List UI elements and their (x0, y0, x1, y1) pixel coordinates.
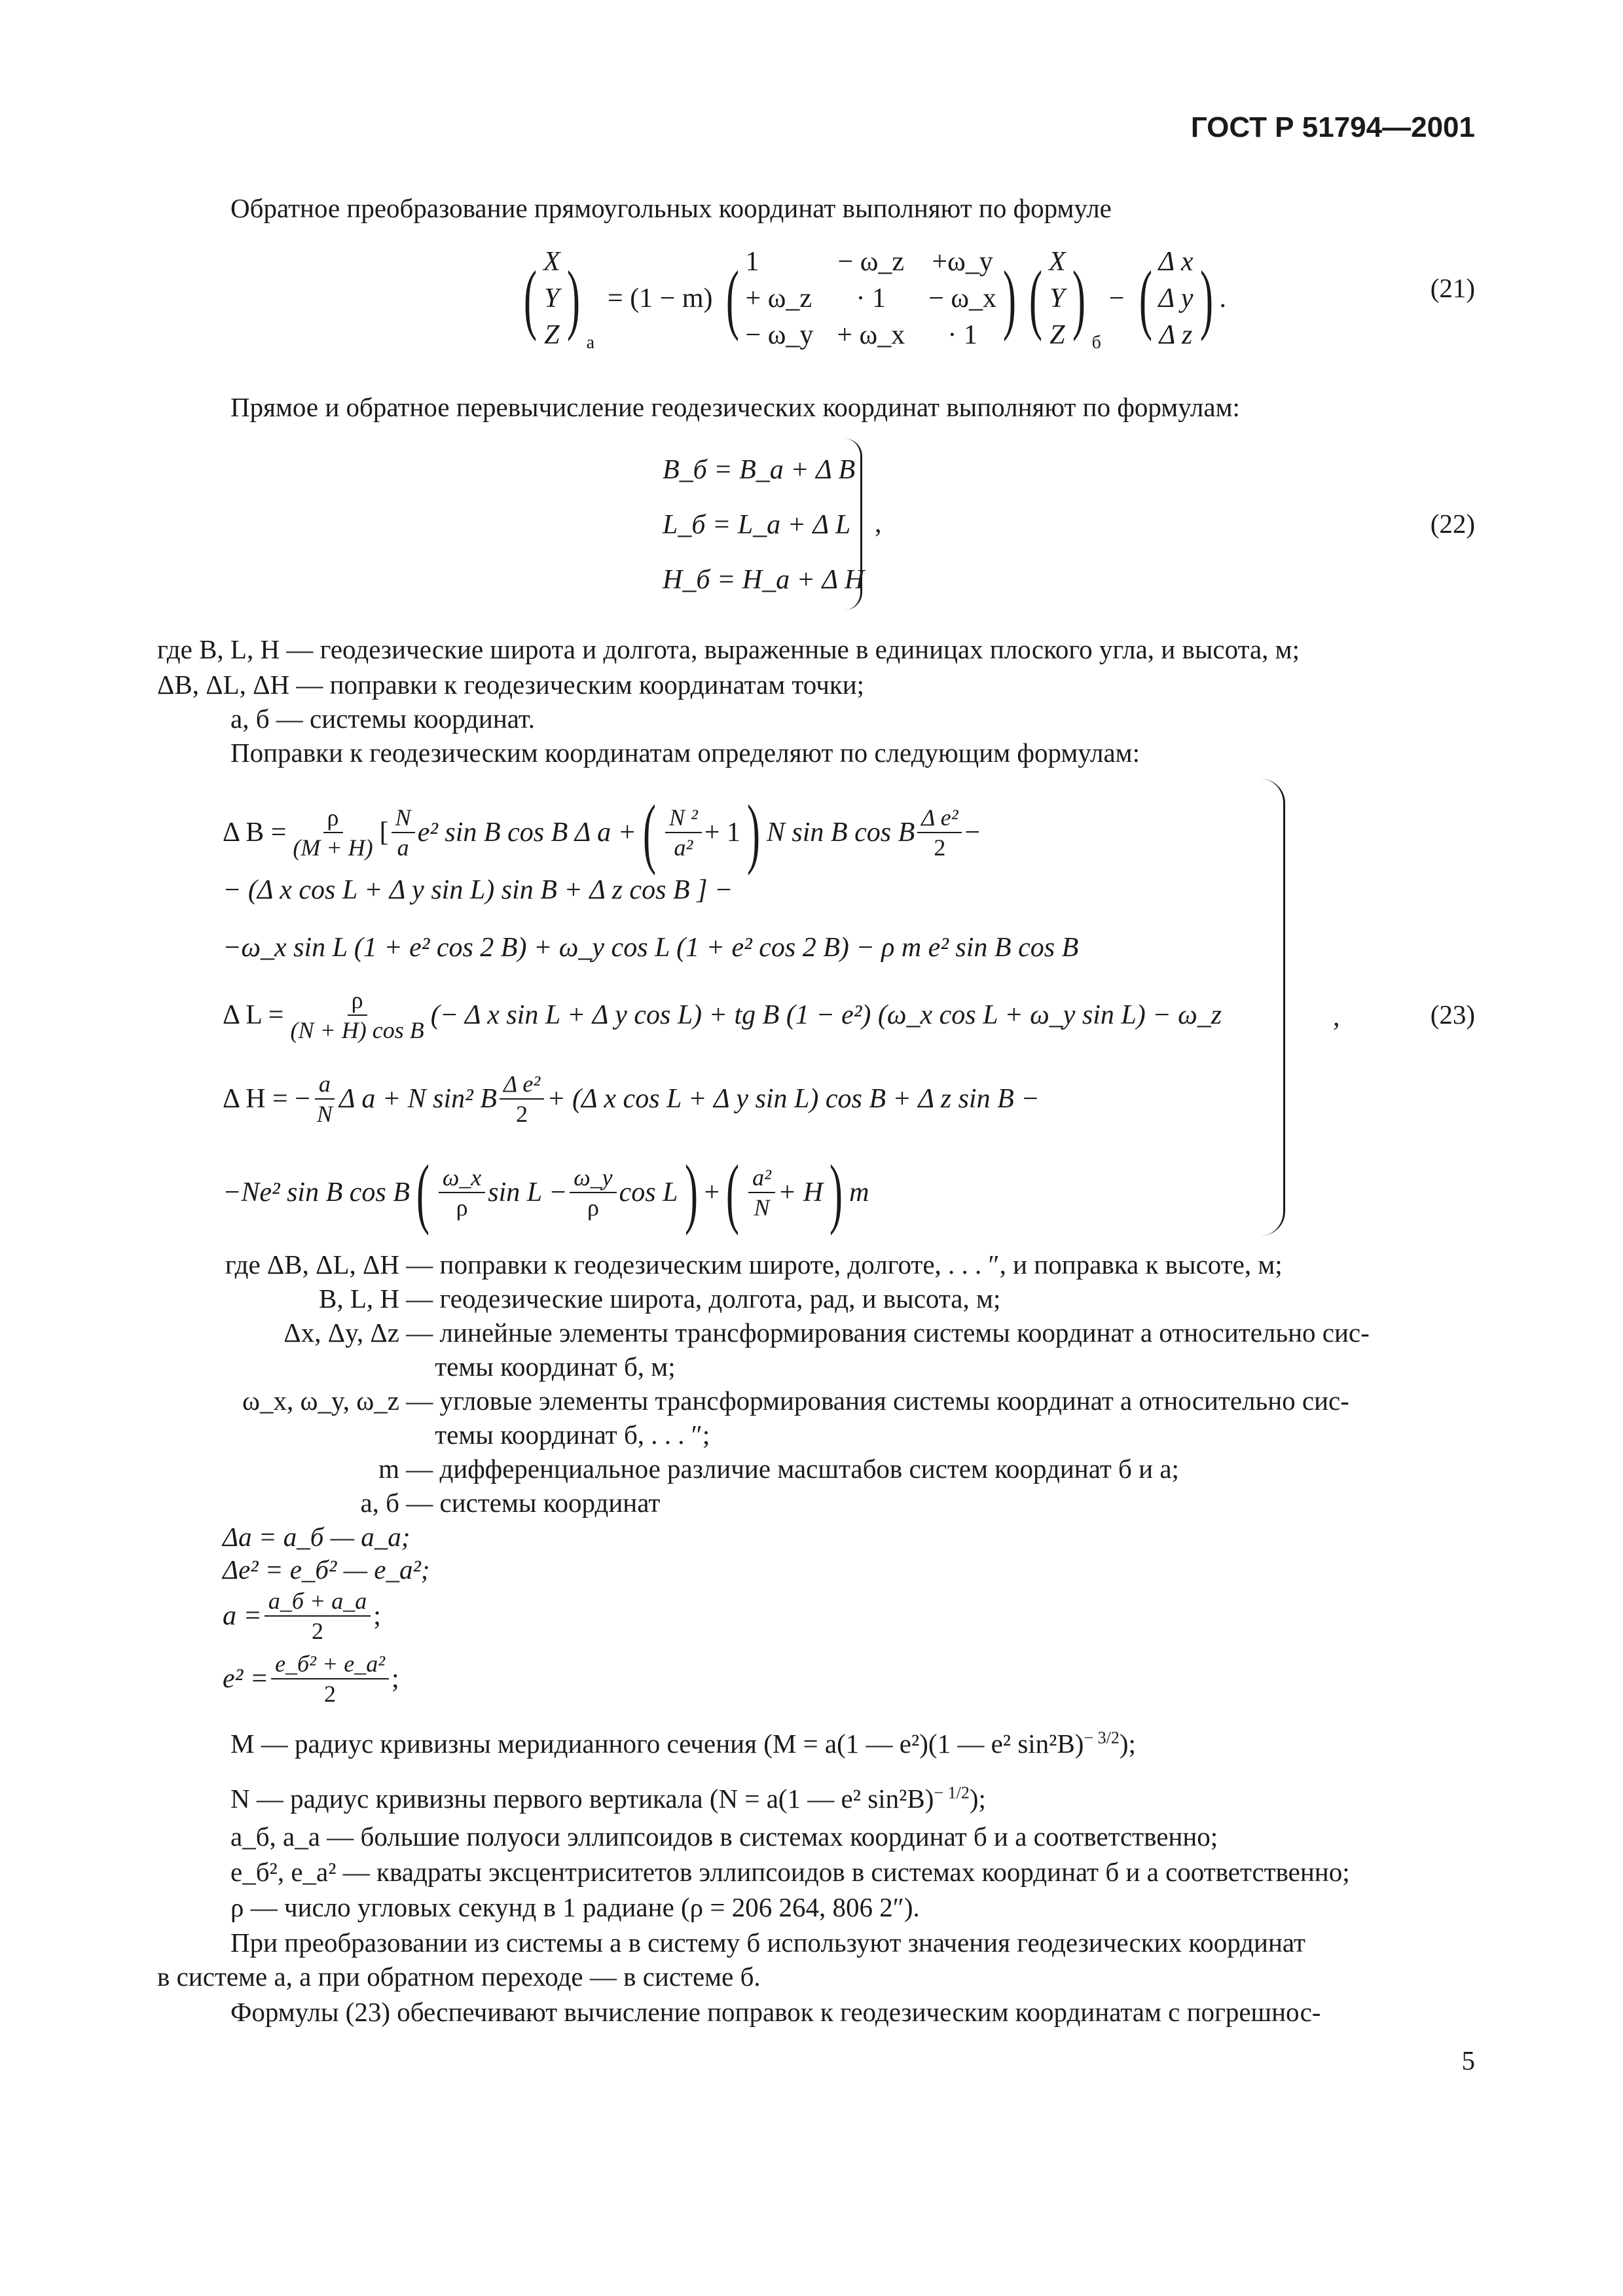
defs-row-6 (157, 1452, 1179, 1486)
equation-21: ( X Y Z ) a = (1 − m) ( 1 + ω_z − ω_y − ω_z · 1 + ω_x +ω_y − ω_x · 1 ) ( X Y Z ) б − ( Δ x Δ y Δ z ) . (517, 243, 1226, 353)
def-text: — угловые элементы трансформирования системы координат а относительно сис- (406, 1386, 1349, 1416)
where-22-line2: ΔB, ΔL, ΔH — поправки к геодезическим координатам точки; (157, 670, 865, 700)
eq23-l1-f4-num: Δ e² (917, 803, 962, 833)
aux-a-end: ; (373, 1601, 381, 1631)
eq23-brace (1261, 779, 1285, 1236)
eq23-l5-tail: + (Δ x cos L + Δ y sin L) cos B + Δ z sin B − (547, 1084, 1040, 1114)
def-text: темы координат б, . . . ″; (435, 1420, 710, 1450)
aux-da: Δa = a_б — a_a; (223, 1522, 410, 1552)
def-text: — дифференциальное различие масштабов систем координат б и а; (406, 1454, 1179, 1484)
aux-e2-num: e_б² + e_a² (271, 1649, 389, 1679)
def-text: — геодезические широта, долгота, рад, и высота, м; (406, 1283, 1001, 1314)
where-22-line3: а, б — системы координат. (230, 704, 536, 734)
defs-row-7 (157, 1486, 660, 1520)
equation-22 (663, 442, 864, 607)
eq23-l6-f3-den: N (754, 1194, 770, 1221)
eq23-l6-sin: sin L − (488, 1177, 568, 1208)
eq23-l1-bracket: [ (379, 817, 389, 848)
eq23-l1-f1-den: (M + H) (293, 834, 373, 861)
where-22-line1: где B, L, H — геодезические широта и долгота, выраженные в единицах плоского угла, и высота, м; (157, 634, 1300, 664)
eq23-l5-f1-den: N (316, 1101, 333, 1127)
eq23-l6-head: −Ne² sin B cos B (223, 1177, 410, 1208)
note-rho: ρ — число угловых секунд в 1 радиане (ρ = 206 264, 806 2″). (230, 1892, 920, 1922)
eq23-l1-mid: e² sin B cos B Δ a + (417, 817, 636, 848)
equation-23-number: (23) (1430, 999, 1475, 1030)
eq23-line2: − (Δ x cos L + Δ y sin L) sin B + Δ z cos B ] − (223, 875, 733, 905)
eq21-m11: 1 (745, 247, 759, 277)
defs-row-3 (157, 1350, 676, 1384)
def-label: Δx, Δy, Δz (283, 1318, 399, 1348)
paragraph-corrections: Поправки к геодезическим координатам определяют по следующим формулам: (230, 738, 1140, 768)
aux-e2-lhs: e² = (223, 1664, 269, 1694)
def-label: m (378, 1454, 399, 1484)
eq22-line-h: H_б = H_a + Δ H (663, 565, 865, 595)
eq23-l1-plus1: + 1 (704, 817, 740, 848)
aux-a-num: a_б + a_a (264, 1587, 371, 1617)
defs-row-2 (157, 1316, 1370, 1350)
eq21-m33: · 1 (947, 320, 977, 350)
eq23-l1-f2-den: a (397, 834, 409, 861)
eq21-vec-x: X (1048, 247, 1066, 277)
eq23-l1-f2-num: N (392, 803, 415, 833)
eq22-brace (845, 439, 862, 610)
eq23-line6: −Ne² sin B cos B ( $\frac{\omega\_x}{\rho}$ sin L − $\frac{\omega\_y}{\rho}$ cos L ) + ( $\frac{\text{a²}}{N}$ + H ) m (223, 1149, 869, 1236)
eq23-l4-f-den: (N + H) cos B (290, 1017, 424, 1043)
def-text: — поправки к геодезическим широте, долготе, . . . ″, и поправка к высоте, м; (406, 1249, 1283, 1280)
def-text: — системы координат (406, 1488, 661, 1518)
eq23-line3: −ω_x sin L (1 + e² cos 2 B) + ω_y cos L (1 + e² cos 2 B) − ρ m e² sin B cos B (223, 933, 1079, 963)
eq21-dx: Δ x (1158, 247, 1194, 277)
eq23-l5-f2-den: 2 (516, 1101, 528, 1127)
eq23-l6-end: m (849, 1177, 869, 1208)
aux-e2 (223, 1649, 399, 1708)
note-M-exp: − 3/2 (1084, 1728, 1120, 1748)
eq21-minus: − (1108, 283, 1125, 314)
aux-de2: Δe² = e_б² — e_a²; (223, 1554, 430, 1585)
page-number: 5 (1461, 2045, 1475, 2075)
def-text: — линейные элементы трансформирования системы координат а относительно сис- (406, 1318, 1370, 1348)
equation-21-number: (21) (1430, 273, 1475, 303)
aux-e2-den: 2 (324, 1681, 337, 1707)
paragraph-geodetic: Прямое и обратное перевычисление геодезических координат выполняют по формулам: (230, 392, 1240, 422)
eq23-l6-f2-den: ρ (587, 1194, 599, 1221)
aux-a (223, 1587, 381, 1645)
paragraph-transform-a: При преобразовании из системы а в систему б используют значения геодезических координат (230, 1928, 1305, 1958)
eq23-l1-f4-den: 2 (934, 834, 946, 861)
eq21-vec-z: Z (1049, 320, 1065, 350)
def-label: а, б (360, 1488, 399, 1518)
eq21-m12: − ω_z (837, 247, 905, 277)
eq22-line-l: L_б = L_a + Δ L (663, 510, 851, 540)
eq23-l4-lhs: Δ L = (223, 1000, 284, 1030)
standard-header: ГОСТ Р 51794—2001 (1190, 111, 1475, 143)
def-label: ω_x, ω_y, ω_z (242, 1386, 399, 1416)
eq21-factor: = (1 − m) (608, 283, 713, 314)
defs-row-1 (157, 1282, 1000, 1316)
eq23-l4-f-num: ρ (348, 986, 367, 1016)
paragraph-intro: Обратное преобразование прямоугольных координат выполняют по формуле (230, 193, 1112, 223)
eq21-vec-y: Y (1049, 283, 1065, 314)
paragraph-accuracy: Формулы (23) обеспечивают вычисление поправок к геодезическим координатам с погрешнос- (230, 1997, 1321, 2027)
eq23-l5-mid: Δ a + N sin² B (338, 1084, 497, 1114)
defs-row-0 (157, 1247, 1283, 1282)
note-eb: e_б², e_a² — квадраты эксцентриситетов эллипсоидов в системах координат б и а соответственно; (230, 1857, 1350, 1887)
eq21-m23: − ω_x (928, 283, 997, 314)
eq21-lhs-y: Y (544, 283, 560, 314)
eq21-m21: + ω_z (745, 283, 812, 314)
eq23-l1-end: − (964, 817, 981, 848)
eq23-l5-f2-num: Δ e² (500, 1069, 544, 1100)
eq23-line1: Δ B = $\frac{\rho}{(M + H)}$ [ $\frac{N}{a}$ e² sin B cos B Δ a + ( $\frac{\text{N ²}}{\text{a²}}$ + 1 ) N sin B cos B $\frac{\text{Δ e²}}{2}$ − (223, 789, 981, 876)
eq23-l6-cos: cos L (619, 1177, 678, 1208)
note-M (230, 1727, 1136, 1761)
eq23-l1-f3-num: N ² (665, 803, 702, 833)
eq21-dz: Δ z (1159, 320, 1193, 350)
paragraph-transform-b: в системе а, а при обратном переходе — в системе б. (157, 1962, 761, 1992)
aux-e2-end: ; (392, 1664, 399, 1694)
eq23-line4 (223, 986, 1222, 1045)
def-label: где ΔB, ΔL, ΔH (225, 1249, 399, 1280)
eq21-lhs-z: Z (544, 320, 560, 350)
aux-a-den: 2 (312, 1618, 324, 1644)
eq21-end: . (1219, 283, 1227, 314)
equation-22-number: (22) (1430, 509, 1475, 539)
defs-row-4 (157, 1384, 1349, 1418)
eq23-l5-f1-num: a (315, 1069, 335, 1100)
eq23-l4-tail: (− Δ x sin L + Δ y cos L) + tg B (1 − e²) (ω_x cos L + ω_y sin L) − ω_z (430, 1000, 1222, 1030)
eq23-l6-plus: + (704, 1177, 720, 1208)
eq23-l1-tail: N sin B cos B (766, 817, 915, 848)
eq22-end: , (875, 509, 882, 539)
note-N-exp: − 1/2 (934, 1783, 970, 1803)
defs-row-5 (157, 1418, 710, 1452)
eq21-m22: · 1 (856, 283, 886, 314)
def-text: темы координат б, м; (435, 1352, 676, 1382)
aux-a-lhs: a = (223, 1601, 262, 1631)
eq21-dy: Δ y (1158, 283, 1194, 314)
note-N-text: N — радиус кривизны первого вертикала (N = a(1 — e² sin²B) (230, 1784, 934, 1814)
eq23-l1-f1-num: ρ (323, 803, 343, 833)
eq23-l5-lhs: Δ H = − (223, 1084, 310, 1114)
eq21-lhs-sub: a (586, 332, 595, 353)
eq23-l1-lhs: Δ B = (223, 817, 287, 848)
eq22-line-b: B_б = B_a + Δ B (663, 455, 856, 485)
note-N-end: ); (969, 1784, 986, 1814)
note-M-end: ); (1119, 1729, 1136, 1759)
eq21-lhs-x: X (543, 247, 560, 277)
eq23-line5 (223, 1069, 1040, 1128)
eq23-l1-f3-den: a² (674, 834, 693, 861)
eq21-m31: − ω_y (745, 320, 814, 350)
eq23-l6-f3-num: a² (748, 1163, 775, 1193)
def-label: B, L, H (319, 1283, 399, 1314)
eq23-end: , (1333, 1002, 1340, 1032)
eq23-l6-f1-den: ρ (456, 1194, 468, 1221)
note-M-text: M — радиус кривизны меридианного сечения (M = a(1 — e²)(1 — e² sin²B) (230, 1729, 1084, 1759)
eq21-m13: +ω_y (932, 247, 993, 277)
eq21-vec-sub: б (1091, 332, 1101, 353)
eq21-m32: + ω_x (837, 320, 905, 350)
note-N (230, 1782, 986, 1816)
eq23-l6-f1-num: ω_x (439, 1163, 485, 1193)
eq23-l6-plusH: + H (777, 1177, 824, 1208)
eq23-l6-f2-num: ω_y (570, 1163, 616, 1193)
note-ab: a_б, a_a — большие полуоси эллипсоидов в системах координат б и а соответственно; (230, 1821, 1218, 1852)
